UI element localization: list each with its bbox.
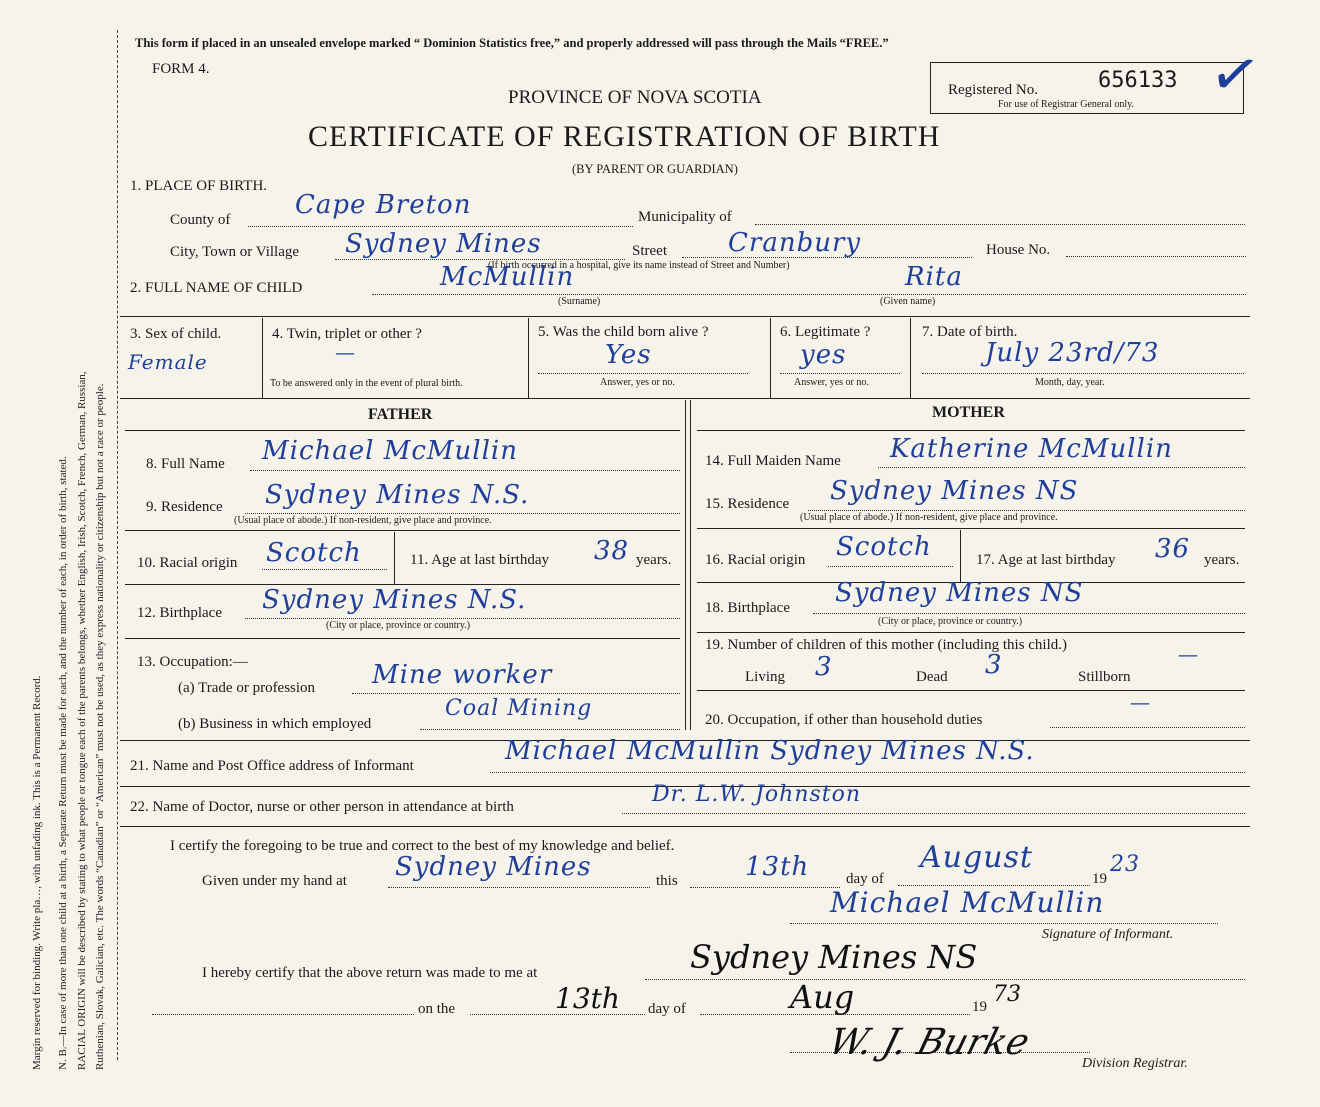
mother-header-rule xyxy=(697,430,1245,431)
registrar-onthe-label: on the xyxy=(418,1001,456,1017)
given-place-line xyxy=(388,887,650,888)
mother-residence-note: (Usual place of abode.) If non-resident, give place and province. xyxy=(800,512,1058,523)
col-rule-2 xyxy=(528,318,529,398)
father-race-divider xyxy=(394,532,395,584)
father-residence: Sydney Mines N.S. xyxy=(265,480,530,510)
mother-birthplace: Sydney Mines NS xyxy=(835,578,1084,608)
mother-occupation-label: 20. Occupation, if other than household duties xyxy=(705,712,983,728)
child-surname: McMullin xyxy=(440,262,575,292)
father-rule-1 xyxy=(125,530,680,531)
father-age: 38 xyxy=(594,536,630,566)
father-rule-3 xyxy=(125,638,680,639)
margin-note-3: RACIAL ORIGIN will be described by stating to what people or tongue each of the parents belongs, whether English, Irish, Scotch, French, German, Russian, xyxy=(76,371,88,1070)
registrar-label: Division Registrar. xyxy=(1082,1056,1188,1071)
province: PROVINCE OF NOVA SCOTIA xyxy=(508,87,762,108)
given-under-label: Given under my hand at xyxy=(202,873,347,889)
col-rule-4 xyxy=(910,318,911,398)
legitimate-label: 6. Legitimate ? xyxy=(780,324,871,340)
margin-note-1: Margin reserved for binding. Write pla…, with unfading ink. This is a Permanent Record. xyxy=(31,675,43,1070)
mother-name-label: 14. Full Maiden Name xyxy=(705,453,841,469)
municipality-label: Municipality of xyxy=(638,209,732,225)
father-name: Michael McMullin xyxy=(262,436,518,466)
registrar-lead-line xyxy=(152,1014,414,1015)
twin-note: To be answered only in the event of plural birth. xyxy=(270,378,463,389)
given-this-label: this xyxy=(656,873,678,889)
informant-line xyxy=(490,772,1245,773)
informant-signature: Michael McMullin xyxy=(830,886,1105,919)
registrar-year-prefix: 19 xyxy=(972,999,987,1015)
father-birthplace-label: 12. Birthplace xyxy=(137,605,222,621)
father-name-line xyxy=(250,470,680,471)
given-note: (Given name) xyxy=(880,296,936,307)
surname-note: (Surname) xyxy=(558,296,601,307)
mother-occupation: — xyxy=(1130,690,1151,714)
given-year-prefix: 19 xyxy=(1092,871,1107,887)
occupation-label: 13. Occupation:— xyxy=(137,654,248,670)
trade-line xyxy=(352,693,680,694)
dead-value: 3 xyxy=(985,650,1003,680)
alive-line xyxy=(538,373,748,374)
given-year: 23 xyxy=(1110,852,1140,877)
registrar-month: Aug xyxy=(790,978,855,1016)
twin-value: — xyxy=(335,340,356,364)
mother-name: Katherine McMullin xyxy=(890,434,1173,464)
father-residence-line xyxy=(245,513,680,514)
informant-sig-line xyxy=(790,923,1218,924)
mother-rule-3 xyxy=(697,632,1245,633)
mother-race-divider xyxy=(960,530,961,582)
mother-race-line xyxy=(828,566,953,567)
stillborn-value: — xyxy=(1178,642,1199,666)
twin-label: 4. Twin, triplet or other ? xyxy=(272,326,422,342)
page-title: CERTIFICATE OF REGISTRATION OF BIRTH xyxy=(308,120,941,153)
given-day-line xyxy=(690,887,840,888)
margin-rule xyxy=(117,30,118,1060)
margin-note-2: N. B.—In case of more than one child at a birth, a Separate Return must be made for each, and the number of each, in order of birth, stated. xyxy=(57,456,69,1070)
father-age-unit: years. xyxy=(636,552,672,568)
trade-value: Mine worker xyxy=(372,660,553,690)
registrar-year: 73 xyxy=(993,982,1021,1007)
father-race: Scotch xyxy=(266,538,362,568)
registrar-day: 13th xyxy=(555,982,620,1015)
doctor-value: Dr. L.W. Johnston xyxy=(652,782,862,807)
house-label: House No. xyxy=(986,242,1051,258)
sex-value: Female xyxy=(128,350,208,374)
mother-race: Scotch xyxy=(836,532,932,562)
hospital-note: (If birth occurred in a hospital, give its name instead of Street and Number) xyxy=(488,260,790,271)
mother-age-unit: years. xyxy=(1204,552,1240,568)
trade-label: (a) Trade or profession xyxy=(178,680,316,696)
alive-value: Yes xyxy=(605,340,652,370)
informant-value: Michael McMullin Sydney Mines N.S. xyxy=(505,736,1035,766)
father-residence-note: (Usual place of abode.) If non-resident, give place and province. xyxy=(234,515,492,526)
mother-header: MOTHER xyxy=(932,404,1005,421)
registered-label: Registered No. xyxy=(948,82,1038,98)
county-label: County of xyxy=(170,212,231,228)
father-race-label: 10. Racial origin xyxy=(137,555,238,571)
registrar-place: Sydney Mines NS xyxy=(690,938,978,976)
given-dayof-label: day of xyxy=(846,871,884,887)
father-birthplace: Sydney Mines N.S. xyxy=(262,585,527,615)
business-label: (b) Business in which employed xyxy=(178,716,372,732)
mother-rule-1 xyxy=(697,528,1245,529)
dob-note: Month, day, year. xyxy=(1035,377,1105,388)
margin-note-4: Ruthenian, Slovak, Galician, etc. The words “Canadian” or “American” must not be used, as they express nationality or citizenship but not a race or people. xyxy=(94,383,106,1070)
legitimate-line xyxy=(780,373,900,374)
dead-label: Dead xyxy=(916,669,948,685)
section-rule-end xyxy=(120,826,1250,827)
child-given-name: Rita xyxy=(905,262,963,292)
living-value: 3 xyxy=(815,652,833,682)
county-value: Cape Breton xyxy=(295,190,472,220)
dob-value: July 23rd/73 xyxy=(985,338,1160,368)
child-name-label: 2. FULL NAME OF CHILD xyxy=(130,280,303,296)
mother-occupation-line xyxy=(1050,727,1245,728)
stillborn-label: Stillborn xyxy=(1078,669,1131,685)
doctor-line xyxy=(622,813,1245,814)
father-residence-label: 9. Residence xyxy=(146,499,223,515)
street-value: Cranbury xyxy=(728,228,862,258)
row-rule-top xyxy=(120,316,1250,317)
informant-label: 21. Name and Post Office address of Informant xyxy=(130,758,414,774)
father-birthplace-line xyxy=(245,618,680,619)
business-line xyxy=(420,729,680,730)
child-name-line xyxy=(372,294,1246,295)
form-number: FORM 4. xyxy=(152,61,210,77)
mother-name-line xyxy=(878,467,1245,468)
house-line xyxy=(1066,256,1246,257)
city-label: City, Town or Village xyxy=(170,244,300,260)
registered-value: 656133 xyxy=(1098,68,1178,93)
registrar-dayof-label: day of xyxy=(648,1001,686,1017)
doctor-label: 22. Name of Doctor, nurse or other person in attendance at birth xyxy=(130,799,514,815)
municipality-line xyxy=(755,224,1245,225)
county-line xyxy=(248,226,633,227)
legitimate-value: yes xyxy=(800,340,847,370)
mother-birthplace-label: 18. Birthplace xyxy=(705,600,790,616)
registrar-certify: I hereby certify that the above return was made to me at xyxy=(202,965,538,981)
father-age-label: 11. Age at last birthday xyxy=(410,552,549,568)
mother-residence-line xyxy=(808,510,1245,511)
mother-birthplace-line xyxy=(813,613,1245,614)
mother-birthplace-note: (City or place, province or country.) xyxy=(878,616,1023,627)
registrar-place-line xyxy=(645,979,1245,980)
father-header: FATHER xyxy=(368,406,433,423)
col-rule-3 xyxy=(770,318,771,398)
mother-rule-4 xyxy=(697,690,1245,691)
given-month: August xyxy=(920,840,1033,875)
sex-label: 3. Sex of child. xyxy=(130,326,222,342)
mother-age-label: 17. Age at last birthday xyxy=(976,552,1116,568)
col-rule-1 xyxy=(262,318,263,398)
registrar-signature: W. J. Burke xyxy=(824,1022,1034,1063)
row-rule-bottom xyxy=(120,398,1250,399)
mother-age: 36 xyxy=(1155,534,1191,564)
mail-note: This form if placed in an unsealed envelope marked “ Dominion Statistics free,” and properly addressed will pass through the Mails “FREE.” xyxy=(135,36,889,50)
father-race-line xyxy=(262,569,387,570)
alive-label: 5. Was the child born alive ? xyxy=(538,324,709,340)
place-of-birth-label: 1. PLACE OF BIRTH. xyxy=(130,178,268,194)
living-label: Living xyxy=(745,669,785,685)
mother-residence: Sydney Mines NS xyxy=(830,476,1079,506)
business-value: Coal Mining xyxy=(445,696,593,721)
dob-label: 7. Date of birth. xyxy=(922,324,1018,340)
city-value: Sydney Mines xyxy=(345,229,542,259)
father-name-label: 8. Full Name xyxy=(146,456,225,472)
given-place: Sydney Mines xyxy=(395,852,592,882)
certify-statement: I certify the foregoing to be true and correct to the best of my knowledge and belief. xyxy=(170,838,675,854)
legitimate-note: Answer, yes or no. xyxy=(794,377,869,388)
center-rule-a xyxy=(685,400,686,730)
alive-note: Answer, yes or no. xyxy=(600,377,675,388)
registrar-use-note: For use of Registrar General only. xyxy=(998,99,1134,110)
mother-race-label: 16. Racial origin xyxy=(705,552,806,568)
street-label: Street xyxy=(632,243,667,259)
children-label: 19. Number of children of this mother (including this child.) xyxy=(705,637,1068,653)
given-day: 13th xyxy=(745,852,810,882)
center-rule-b xyxy=(690,400,691,730)
mother-residence-label: 15. Residence xyxy=(705,496,790,512)
father-header-rule xyxy=(125,430,680,431)
informant-sig-label: Signature of Informant. xyxy=(1042,927,1174,942)
subtitle: (BY PARENT OR GUARDIAN) xyxy=(572,162,738,176)
check-mark: ✓ xyxy=(1204,38,1266,112)
father-birthplace-note: (City or place, province or country.) xyxy=(326,620,471,631)
dob-line xyxy=(922,373,1244,374)
